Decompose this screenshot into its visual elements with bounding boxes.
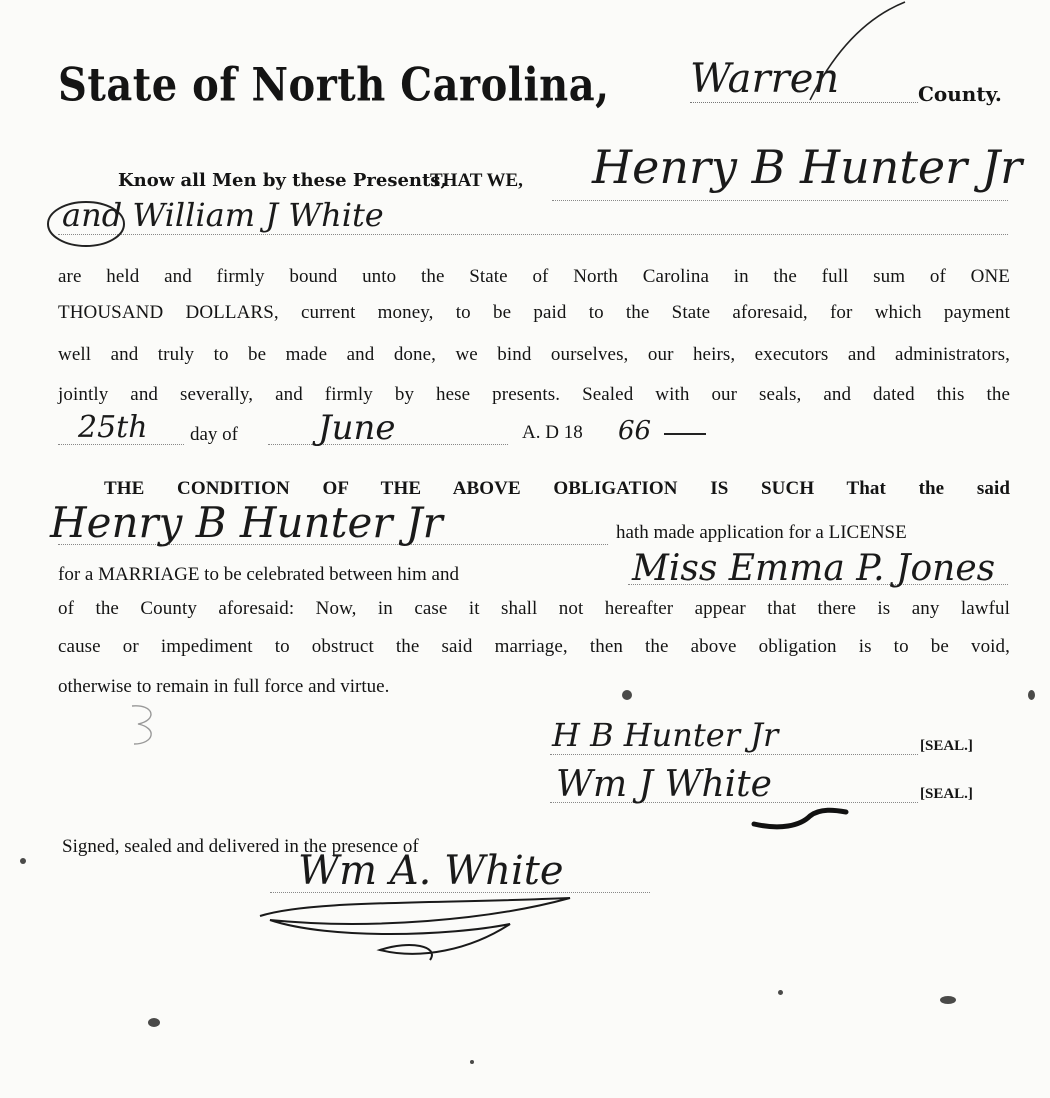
day-handwritten: 25th	[78, 410, 148, 445]
co-signer-handwritten: and William J White	[62, 196, 384, 234]
year-label: A. D 18	[522, 422, 583, 443]
condition-line-6: otherwise to remain in full force and virtue.	[58, 676, 390, 697]
bond-text-line-2: THOUSAND DOLLARS, current money, to be paid to the State aforesaid, for which payment	[58, 302, 1010, 323]
ink-speck	[148, 1018, 160, 1027]
day-of-label: day of	[190, 424, 239, 445]
seal-label-2: [SEAL.]	[920, 786, 973, 802]
condition-line-4: of the County aforesaid: Now, in case it shall not hereafter appear that there is any lawful	[58, 598, 1010, 619]
county-label: County.	[918, 82, 1002, 106]
ink-speck	[940, 996, 956, 1004]
year-dash	[664, 433, 706, 435]
seal-label-1: [SEAL.]	[920, 738, 973, 754]
applicant-handwritten: Henry B Hunter Jr	[50, 498, 443, 547]
principal-blank-line	[552, 200, 1008, 201]
bond-text-line-1: are held and firmly bound unto the State of North Carolina in the full sum of ONE	[58, 266, 1010, 287]
year-handwritten: 66	[618, 416, 652, 446]
pencil-mark	[124, 700, 164, 750]
county-handwritten: Warren	[690, 56, 840, 102]
ink-speck	[20, 858, 26, 864]
signature-flourish	[750, 800, 850, 840]
ink-speck	[622, 690, 632, 700]
principal-handwritten: Henry B Hunter Jr	[592, 140, 1023, 194]
bond-text-line-3: well and truly to be made and done, we bind ourselves, our heirs, executors and administrators,	[58, 344, 1010, 365]
that-we-text: THAT WE,	[430, 170, 523, 191]
condition-line-5: cause or impediment to obstruct the said marriage, then the above obligation is to be void,	[58, 636, 1010, 657]
witness-flourish	[250, 880, 590, 970]
signature-1-line	[550, 754, 918, 755]
condition-line-2: hath made application for a LICENSE	[616, 522, 907, 543]
month-handwritten: June	[318, 408, 396, 448]
know-all-men-text: Know all Men by these Presents,	[118, 170, 447, 191]
ink-speck	[1028, 690, 1035, 700]
witness-handwritten: Wm A. White	[298, 848, 564, 894]
ink-speck	[778, 990, 783, 995]
signature-1-handwritten: H B Hunter Jr	[552, 716, 779, 754]
bond-text-line-4: jointly and severally, and firmly by hese presents. Sealed with our seals, and dated this the	[58, 384, 1010, 405]
ink-speck	[470, 1060, 474, 1064]
condition-line-3: for a MARRIAGE to be celebrated between him and	[58, 564, 459, 585]
bride-handwritten: Miss Emma P. Jones	[632, 548, 996, 589]
county-flourish	[800, 0, 910, 110]
witness-label: Signed, sealed and delivered in the presence of	[62, 836, 419, 857]
signature-2-handwritten: Wm J White	[556, 764, 772, 805]
co-signer-blank-line	[58, 234, 1008, 235]
state-title: State of North Carolina,	[58, 58, 610, 113]
condition-line-1: THE CONDITION OF THE ABOVE OBLIGATION IS SUCH That the said	[104, 478, 1010, 499]
